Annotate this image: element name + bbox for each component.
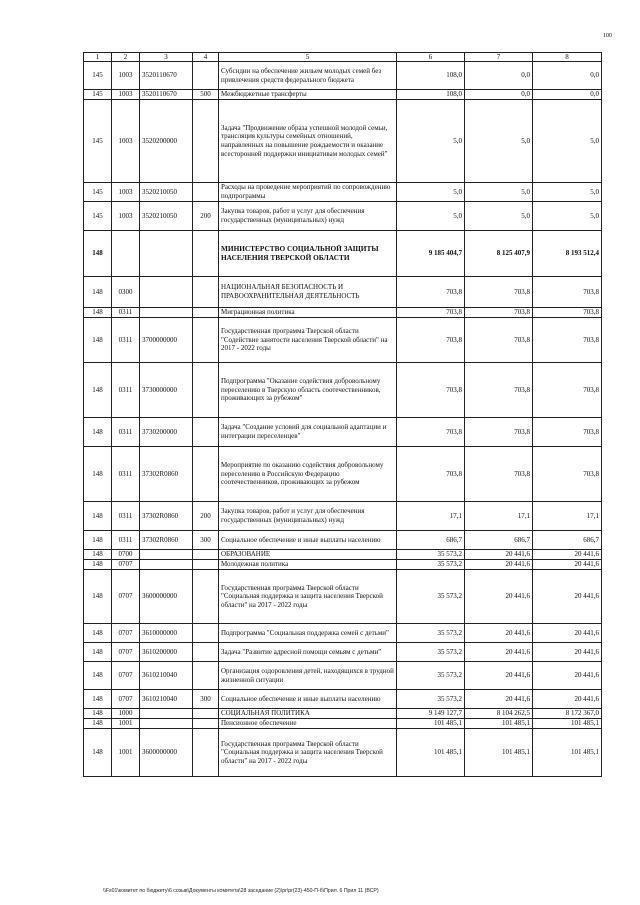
- ministry-code: 148: [84, 624, 112, 643]
- table-row: [84, 709, 602, 719]
- amount-2020: 9 185 404,7: [397, 231, 465, 277]
- target-article: 3700000000: [140, 318, 193, 363]
- table-row: [84, 62, 602, 90]
- description: ОБРАЗОВАНИЕ: [219, 550, 397, 560]
- amount-2022: 20 441,6: [533, 662, 602, 690]
- description: Задача "Продвижение образа успешной молодой семьи, трансляция культуры семейных отношений, направленных на повышение рождаемости и оказание всесторонней поддержки инициативам молодых семей": [219, 100, 397, 183]
- table-row: [84, 550, 602, 560]
- column-number: 4: [193, 53, 219, 62]
- section-code: 1003: [112, 183, 140, 202]
- amount-2020: 35 573,2: [397, 560, 465, 570]
- description: Задача "Создание условий для социальной адаптации и интеграции переселенцев": [219, 418, 397, 447]
- budget-table: [83, 52, 602, 777]
- amount-2022: 703,8: [533, 277, 602, 308]
- table-row: [84, 318, 602, 363]
- amount-2021: 8 104 262,5: [465, 709, 533, 719]
- target-article: [140, 719, 193, 729]
- description: Задача "Развитие адресной помощи семьям с детьми": [219, 643, 397, 662]
- amount-2022: 20 441,6: [533, 560, 602, 570]
- amount-2021: 20 441,6: [465, 550, 533, 560]
- description: Расходы на проведение мероприятий по сопровождению подпрограммы: [219, 183, 397, 202]
- ministry-code: 148: [84, 662, 112, 690]
- expense-type: 300: [193, 531, 219, 550]
- table-row: [84, 624, 602, 643]
- target-article: 3610200000: [140, 643, 193, 662]
- target-article: [140, 277, 193, 308]
- expense-type: [193, 308, 219, 318]
- section-code: 0311: [112, 418, 140, 447]
- description: Молодежная политика: [219, 560, 397, 570]
- amount-2022: 8 193 512,4: [533, 231, 602, 277]
- section-code: 0707: [112, 560, 140, 570]
- ministry-code: 145: [84, 62, 112, 90]
- section-code: 0707: [112, 662, 140, 690]
- section-code: 0311: [112, 318, 140, 363]
- amount-2021: 703,8: [465, 447, 533, 502]
- amount-2022: 20 441,6: [533, 570, 602, 624]
- amount-2021: 20 441,6: [465, 560, 533, 570]
- table-row: [84, 202, 602, 231]
- amount-2022: 5,0: [533, 100, 602, 183]
- amount-2021: 8 125 407,9: [465, 231, 533, 277]
- table-row: [84, 690, 602, 709]
- file-path-footer: \\Fs01\комитет по бюджету\6 созыв\Документы комитета\28 заседание (2)\pr\pr(23)-450-П-б\Прил. 6 Прил 11 (ВСР): [103, 888, 379, 894]
- amount-2022: 703,8: [533, 363, 602, 418]
- section-code: 1003: [112, 202, 140, 231]
- target-article: 3520200000: [140, 100, 193, 183]
- amount-2022: 20 441,6: [533, 643, 602, 662]
- amount-2022: 20 441,6: [533, 550, 602, 560]
- table-row: [84, 100, 602, 183]
- ministry-code: 148: [84, 418, 112, 447]
- amount-2021: 5,0: [465, 202, 533, 231]
- description: Миграционная политика: [219, 308, 397, 318]
- amount-2021: 703,8: [465, 363, 533, 418]
- description: Государственная программа Тверской области "Социальная поддержка и защита населения Тверской области" на 2017 - 2022 годы: [219, 729, 397, 777]
- amount-2020: 35 573,2: [397, 690, 465, 709]
- table-row: [84, 277, 602, 308]
- amount-2020: 35 573,2: [397, 662, 465, 690]
- ministry-code: 148: [84, 231, 112, 277]
- page-number: 100: [603, 33, 612, 39]
- amount-2020: 108,0: [397, 90, 465, 100]
- amount-2021: 703,8: [465, 418, 533, 447]
- expense-type: 500: [193, 90, 219, 100]
- amount-2021: 0,0: [465, 62, 533, 90]
- expense-type: [193, 62, 219, 90]
- table-body: [84, 53, 602, 777]
- ministry-code: 145: [84, 100, 112, 183]
- target-article: 3730000000: [140, 363, 193, 418]
- expense-type: [193, 719, 219, 729]
- section-code: 0707: [112, 690, 140, 709]
- expense-type: 200: [193, 202, 219, 231]
- section-code: 1003: [112, 62, 140, 90]
- target-article: 3520110670: [140, 90, 193, 100]
- amount-2021: 17,1: [465, 502, 533, 531]
- column-number: 7: [465, 53, 533, 62]
- amount-2021: 101 485,1: [465, 729, 533, 777]
- target-article: [140, 709, 193, 719]
- ministry-code: 148: [84, 277, 112, 308]
- description: Государственная программа Тверской области "Социальная поддержка и защита населения Тверской области" на 2017 - 2022 годы: [219, 570, 397, 624]
- description: МИНИСТЕРСТВО СОЦИАЛЬНОЙ ЗАЩИТЫ НАСЕЛЕНИЯ ТВЕРСКОЙ ОБЛАСТИ: [219, 231, 397, 277]
- amount-2022: 0,0: [533, 62, 602, 90]
- expense-type: [193, 624, 219, 643]
- section-code: 0707: [112, 570, 140, 624]
- amount-2020: 5,0: [397, 202, 465, 231]
- target-article: 3610000000: [140, 624, 193, 643]
- target-article: 37302R0860: [140, 447, 193, 502]
- amount-2020: 703,8: [397, 418, 465, 447]
- amount-2020: 35 573,2: [397, 624, 465, 643]
- expense-type: [193, 277, 219, 308]
- amount-2020: 35 573,2: [397, 643, 465, 662]
- amount-2020: 35 573,2: [397, 550, 465, 560]
- section-code: 0311: [112, 363, 140, 418]
- amount-2020: 5,0: [397, 183, 465, 202]
- target-article: 3730200000: [140, 418, 193, 447]
- table-row: [84, 643, 602, 662]
- expense-type: [193, 318, 219, 363]
- description: Подпрограмма "Социальная поддержка семей с детьми": [219, 624, 397, 643]
- amount-2022: 703,8: [533, 418, 602, 447]
- amount-2020: 686,7: [397, 531, 465, 550]
- amount-2021: 703,8: [465, 318, 533, 363]
- target-article: 3520210050: [140, 183, 193, 202]
- section-code: [112, 231, 140, 277]
- amount-2022: 101 485,1: [533, 729, 602, 777]
- description: Пенсионное обеспечение: [219, 719, 397, 729]
- table-row: [84, 183, 602, 202]
- amount-2022: 686,7: [533, 531, 602, 550]
- amount-2022: 20 441,6: [533, 690, 602, 709]
- amount-2021: 20 441,6: [465, 643, 533, 662]
- expense-type: [193, 447, 219, 502]
- ministry-code: 148: [84, 570, 112, 624]
- expense-type: [193, 729, 219, 777]
- amount-2020: 703,8: [397, 447, 465, 502]
- amount-2020: 101 485,1: [397, 729, 465, 777]
- amount-2020: 101 485,1: [397, 719, 465, 729]
- target-article: 37302R0860: [140, 531, 193, 550]
- ministry-code: 148: [84, 643, 112, 662]
- expense-type: [193, 662, 219, 690]
- section-code: 1003: [112, 100, 140, 183]
- table-row: [84, 729, 602, 777]
- description: Социальное обеспечение и иные выплаты населению: [219, 531, 397, 550]
- ministry-code: 148: [84, 709, 112, 719]
- table-row: [84, 363, 602, 418]
- table-row: [84, 447, 602, 502]
- amount-2020: 703,8: [397, 308, 465, 318]
- amount-2022: 0,0: [533, 90, 602, 100]
- section-code: 1000: [112, 709, 140, 719]
- ministry-code: 148: [84, 690, 112, 709]
- section-code: 0311: [112, 308, 140, 318]
- target-article: 37302R0860: [140, 502, 193, 531]
- amount-2022: 5,0: [533, 202, 602, 231]
- amount-2022: 17,1: [533, 502, 602, 531]
- ministry-code: 145: [84, 183, 112, 202]
- table-row: [84, 418, 602, 447]
- expense-type: [193, 100, 219, 183]
- amount-2022: 20 441,6: [533, 624, 602, 643]
- description: Закупка товаров, работ и услуг для обеспечения государственных (муниципальных) нужд: [219, 202, 397, 231]
- amount-2020: 703,8: [397, 318, 465, 363]
- column-number: 3: [140, 53, 193, 62]
- section-code: 1003: [112, 90, 140, 100]
- section-code: 1001: [112, 729, 140, 777]
- amount-2021: 101 485,1: [465, 719, 533, 729]
- amount-2021: 703,8: [465, 308, 533, 318]
- section-code: 0707: [112, 643, 140, 662]
- amount-2022: 8 172 367,0: [533, 709, 602, 719]
- amount-2022: 703,8: [533, 308, 602, 318]
- description: Межбюджетные трансферты: [219, 90, 397, 100]
- expense-type: [193, 643, 219, 662]
- amount-2020: 703,8: [397, 277, 465, 308]
- ministry-code: 148: [84, 531, 112, 550]
- description: Государственная программа Тверской области "Содействие занятости населения Тверской области" на 2017 - 2022 годы: [219, 318, 397, 363]
- amount-2021: 5,0: [465, 100, 533, 183]
- table-row: [84, 90, 602, 100]
- expense-type: [193, 550, 219, 560]
- ministry-code: 148: [84, 363, 112, 418]
- description: Организация оздоровления детей, находящихся в трудной жизненной ситуации: [219, 662, 397, 690]
- target-article: 3610210040: [140, 690, 193, 709]
- column-number: 6: [397, 53, 465, 62]
- amount-2022: 5,0: [533, 183, 602, 202]
- table-row: [84, 308, 602, 318]
- section-code: 0300: [112, 277, 140, 308]
- amount-2020: 108,0: [397, 62, 465, 90]
- amount-2021: 5,0: [465, 183, 533, 202]
- table-row: [84, 662, 602, 690]
- amount-2021: 20 441,6: [465, 690, 533, 709]
- table-row: [84, 719, 602, 729]
- section-code: 1001: [112, 719, 140, 729]
- target-article: 3610210040: [140, 662, 193, 690]
- description: Социальное обеспечение и иные выплаты населению: [219, 690, 397, 709]
- expense-type: [193, 418, 219, 447]
- section-code: 0311: [112, 531, 140, 550]
- target-article: 3520210050: [140, 202, 193, 231]
- ministry-code: 148: [84, 719, 112, 729]
- expense-type: [193, 570, 219, 624]
- expense-type: [193, 560, 219, 570]
- amount-2021: 20 441,6: [465, 624, 533, 643]
- description: Подпрограмма "Оказание содействия добровольному переселению в Тверскую область соотечественников, проживающих за рубежом": [219, 363, 397, 418]
- column-number: 5: [219, 53, 397, 62]
- expense-type: [193, 709, 219, 719]
- description: Закупка товаров, работ и услуг для обеспечения государственных (муниципальных) нужд: [219, 502, 397, 531]
- expense-type: [193, 363, 219, 418]
- amount-2022: 101 485,1: [533, 719, 602, 729]
- column-number: 2: [112, 53, 140, 62]
- ministry-code: 148: [84, 308, 112, 318]
- expense-type: [193, 183, 219, 202]
- target-article: [140, 308, 193, 318]
- amount-2021: 703,8: [465, 277, 533, 308]
- expense-type: 200: [193, 502, 219, 531]
- expense-type: 300: [193, 690, 219, 709]
- target-article: [140, 560, 193, 570]
- amount-2020: 35 573,2: [397, 570, 465, 624]
- description: СОЦИАЛЬНАЯ ПОЛИТИКА: [219, 709, 397, 719]
- section-code: 0311: [112, 447, 140, 502]
- amount-2022: 703,8: [533, 318, 602, 363]
- column-number: 8: [533, 53, 602, 62]
- ministry-code: 148: [84, 502, 112, 531]
- column-number: 1: [84, 53, 112, 62]
- ministry-code: 145: [84, 202, 112, 231]
- section-code: 0707: [112, 624, 140, 643]
- amount-2021: 0,0: [465, 90, 533, 100]
- amount-2020: 703,8: [397, 363, 465, 418]
- amount-2020: 17,1: [397, 502, 465, 531]
- section-code: 0700: [112, 550, 140, 560]
- ministry-code: 148: [84, 560, 112, 570]
- expense-type: [193, 231, 219, 277]
- target-article: 3600000000: [140, 570, 193, 624]
- ministry-code: 148: [84, 447, 112, 502]
- table-row: [84, 560, 602, 570]
- description: НАЦИОНАЛЬНАЯ БЕЗОПАСНОСТЬ И ПРАВООХРАНИТЕЛЬНАЯ ДЕЯТЕЛЬНОСТЬ: [219, 277, 397, 308]
- target-article: [140, 550, 193, 560]
- amount-2021: 20 441,6: [465, 662, 533, 690]
- description: Субсидии на обеспечение жильем молодых семей без привлечения средств федерального бюджета: [219, 62, 397, 90]
- section-code: 0311: [112, 502, 140, 531]
- target-article: 3600000000: [140, 729, 193, 777]
- amount-2021: 686,7: [465, 531, 533, 550]
- description: Мероприятие по оказанию содействия добровольному переселению в Российскую Федерацию соотечественников, проживающих за рубежом: [219, 447, 397, 502]
- ministry-code: 148: [84, 318, 112, 363]
- ministry-code: 145: [84, 90, 112, 100]
- target-article: [140, 231, 193, 277]
- amount-2020: 5,0: [397, 100, 465, 183]
- amount-2022: 703,8: [533, 447, 602, 502]
- ministry-code: 148: [84, 729, 112, 777]
- target-article: 3520110670: [140, 62, 193, 90]
- column-number-row: [84, 53, 602, 62]
- table-row: [84, 531, 602, 550]
- table-row: [84, 502, 602, 531]
- amount-2021: 20 441,6: [465, 570, 533, 624]
- amount-2020: 9 149 127,7: [397, 709, 465, 719]
- table-row: [84, 570, 602, 624]
- ministry-code: 148: [84, 550, 112, 560]
- table-row: [84, 231, 602, 277]
